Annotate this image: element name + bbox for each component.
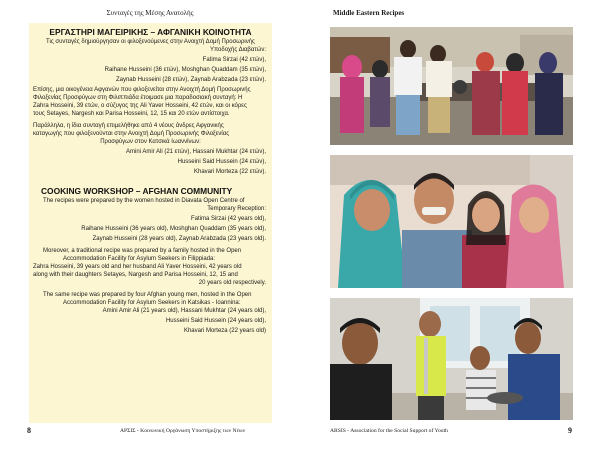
page-number: 8 (27, 426, 31, 435)
page-number: 9 (568, 426, 572, 435)
english-paragraph-line: along with their daughters Setayes, Nargesh and Parisa Hosseini, 12, 15 and (33, 272, 238, 278)
english-name-line: Fatima Sirzai (42 years old), (190, 216, 266, 222)
greek-paragraph-line: Παράλληλα, η ίδια συνταγή επιμελήθηκε από 4 νέους άνδρες Αφγανικής (33, 123, 224, 129)
family-selfie-photo (330, 155, 573, 288)
greek-paragraph-line: Επίσης, μια οικογένεια Αφγανών που φιλοξενείται στην Ανοιχτή Δομή Προσωρινής (33, 87, 251, 93)
greek-paragraph-line: Φιλοξενίας Προσφύγων στη Φιλιππιάδα έτοιμασε μια παραδοσιακή συνταγή: Η (33, 95, 243, 101)
english-intro-line: Temporary Reception: (207, 206, 266, 212)
greek-paragraph-line: καταγωγής που φιλοξενούνται στην Ανοιχτή Δομή Προσωρινής Φιλοξενίας (33, 131, 230, 137)
running-header: Συνταγές της Μέσης Ανατολής (106, 9, 194, 17)
english-name-line: Raihane Husseini (36 years old), Moshghan Quaddam (35 years old), (81, 226, 266, 232)
page-footer: ΑΡΣΙΣ - Κοινωνική Οργάνωση Υποστήριξης των Νέων (120, 428, 246, 434)
english-paragraph-line: Zahra Hosseini, 39 years old and her husband Ali Yaver Hosseini, 42 years old (33, 264, 242, 270)
greek-name-line: Zaynab Husseini (28 ετών), Zaynab Arabzada (23 ετών). (115, 77, 266, 83)
running-header: Middle Eastern Recipes (333, 9, 405, 17)
greek-intro-line: Τις συνταγές δημιούργησαν οι φιλοξενούμενες στην Ανοιχτή Δομή Προσωρινής (46, 39, 255, 45)
kitchen-group-photo (330, 27, 573, 145)
english-name-line: Khavari Morteza (22 years old) (183, 328, 266, 334)
english-paragraph-line: 20 years old respectively. (198, 280, 266, 286)
greek-section-title: ΕΡΓΑΣΤΗΡΙ ΜΑΓΕΙΡΙΚΗΣ – ΑΦΓΑΝΙΚΗ ΚΟΙΝΟΤΗΤΑ (49, 27, 252, 37)
english-paragraph-line: The same recipe was prepared by four Afghan young men, hosted in the Open (43, 292, 252, 298)
english-paragraph-line: Moreover, a traditional recipe was prepared by a family hosted in the Open (43, 248, 242, 254)
recipe-credits-box (29, 23, 272, 423)
greek-name-line: Amini Amir Ali (21 ετών), Hassani Mukhtar (24 ετών), (126, 149, 266, 155)
english-name-line: Husseini Said Hussein (24 years old), (165, 318, 266, 324)
english-name-line: Amini Amir Ali (21 years old), Hassani Mukhtar (24 years old), (102, 308, 266, 314)
greek-name-line: Khavari Morteza (22 ετών). (194, 169, 266, 175)
greek-intro-line: Υποδοχής Διαβατών: (210, 47, 266, 53)
english-intro-line: The recipes were prepared by the women hosted in Diavata Open Centre of (43, 198, 245, 204)
english-paragraph-line: Accommodation Facility for Asylum Seekers in Katsikas - Ioannina: (63, 300, 241, 306)
english-name-line: Zaynab Husseini (28 years old), Zaynab Arabzada (23 years old). (92, 236, 266, 242)
greek-name-line: Raihane Husseini (36 ετών), Moshghan Quaddam (35 ετών), (104, 67, 266, 73)
greek-name-line: Fatima Sirzai (42 ετών), (202, 57, 266, 63)
greek-paragraph-line: Προσφύγων στον Κατσικά Ιωαννίνων: (100, 139, 201, 145)
english-paragraph-line: Accommodation Facility for Asylum Seekers in Filippiada: (63, 256, 216, 262)
young-men-cooking-photo (330, 298, 573, 420)
greek-paragraph-line: τους Setayes, Nargesh και Parisa Hosseini, 12, 15 και 20 ετών αντίστοιχα. (33, 111, 230, 117)
greek-paragraph-line: Zahra Hosseini, 39 ετών, ο σύζυγος της Ali Yaver Hosseini, 42 ετών, και οι κόρες (33, 103, 247, 109)
greek-name-line: Husseini Said Hussein (24 ετών), (177, 159, 266, 165)
page-footer: ARSIS - Association for the Social Support of Youth (330, 428, 448, 434)
english-section-title: COOKING WORKSHOP – AFGHAN COMMUNITY (41, 186, 233, 196)
